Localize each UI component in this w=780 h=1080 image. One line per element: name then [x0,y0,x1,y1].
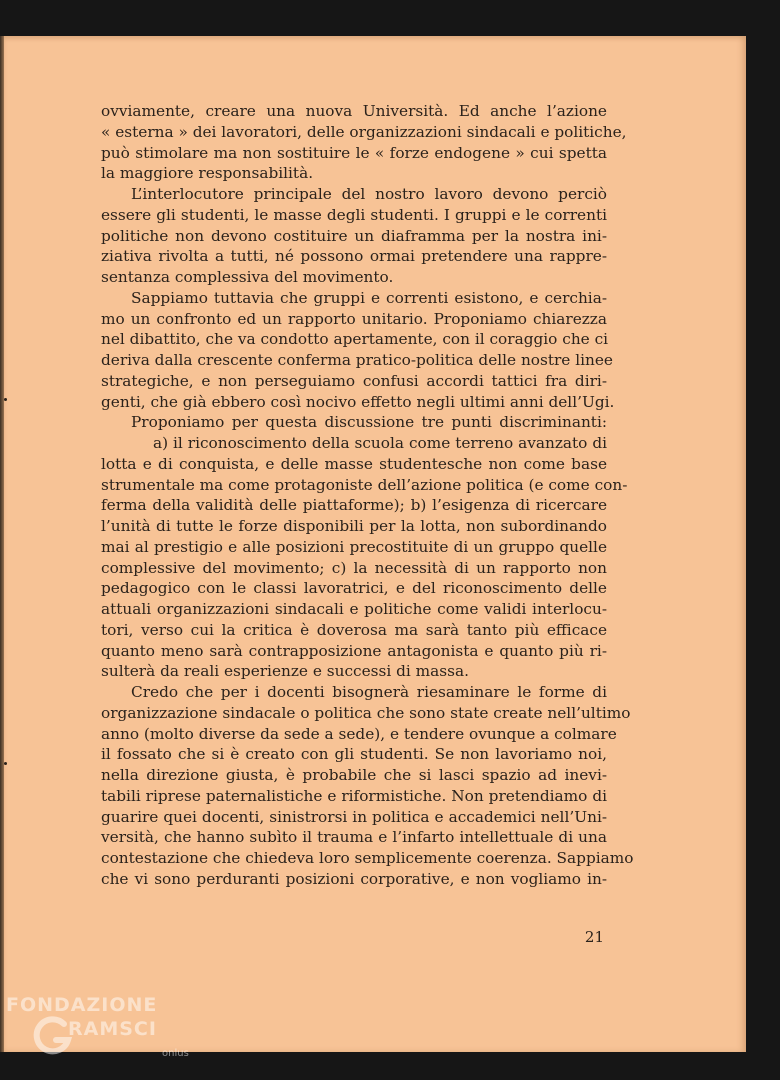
text-line: guarire quei docenti, sinistrorsi in politica e accademici nell’Uni- [101,807,607,826]
text-line: nella direzione giusta, è probabile che si lasci spazio ad inevi- [101,766,607,784]
text-line: lotta e di conquista, e delle masse studentesche non come base [101,454,607,473]
text-line: politiche non devono costituire un diaframma per la nostra ini- [101,226,607,245]
text-line: l’unità di tutte le forze disponibili per la lotta, non subordinando [101,517,607,535]
text-line: quanto meno sarà contrapposizione antagonista e quanto più ri- [101,641,607,660]
text-line: Sappiamo tuttavia che gruppi e correnti esistono, e cerchia- [131,288,607,307]
text-line: strategiche, e non perseguiamo confusi accordi tattici fra diri- [101,371,607,390]
watermark-line2: RAMSCI [68,1018,157,1040]
text-line: « esterna » dei lavoratori, delle organizzazioni sindacali e politiche, [101,122,627,141]
text-line: la maggiore responsabilità. [101,164,314,183]
text-line: ferma della validità delle piattaforme); b) l’esigenza di ricercare [101,496,607,515]
page-edge-mark [4,762,7,765]
text-line: deriva dalla crescente conferma pratico-politica delle nostre linee [101,351,613,369]
text-line: complessive del movimento; c) la necessità di un rapporto non [101,558,607,577]
text-line: strumentale ma come protagoniste dell’azione politica (e come con- [101,475,628,494]
text-line: nel dibattito, che va condotto apertamente, con il coraggio che ci [101,330,609,349]
text-line: essere gli studenti, le masse degli studenti. I gruppi e le correnti [101,205,607,224]
text-line: può stimolare ma non sostituire le « forze endogene » cui spetta [101,143,607,162]
watermark-logo [4,994,204,1074]
text-line: che vi sono perduranti posizioni corporative, e non vogliamo in- [101,869,607,888]
page-edge-mark [4,398,7,401]
text-line: mo un confronto ed un rapporto unitario. Proponiamo chiarezza [101,309,607,328]
body-text [101,101,634,890]
text-line: genti, che già ebbero così nocivo effetto negli ultimi anni dell’Ugi. [101,392,615,411]
text-line: tabili riprese paternalistiche e riformistiche. Non pretendiamo di [101,786,607,805]
text-line: tori, verso cui la critica è doverosa ma sarà tanto più efficace [101,620,607,639]
text-line: Credo che per i docenti bisognerà riesaminare le forme di [131,683,607,701]
text-line: anno (molto diverse da sede a sede), e tendere ovunque a colmare [101,724,617,743]
text-line: sentanza complessiva del movimento. [101,268,394,286]
text-line: il fossato che si è creato con gli studenti. Se non lavoriamo noi, [101,745,607,764]
watermark-onlus: onlus [162,1048,189,1059]
text-line: L’interlocutore principale del nostro lavoro devono perciò [131,185,607,203]
text-line: pedagogico con le classi lavoratrici, e del riconoscimento delle [101,579,607,598]
text-line: mai al prestigio e alle posizioni precostituite di un gruppo quelle [101,537,607,556]
text-line: Proponiamo per questa discussione tre punti discriminanti: [131,413,607,432]
text-line: versità, che hanno subìto il trauma e l’infarto intellettuale di una [101,828,607,847]
text-line: ziativa rivolta a tutti, né possono ormai pretendere una rappre- [101,247,607,266]
text-line: sulterà da reali esperienze e successi di massa. [101,662,469,681]
text-line: attuali organizzazioni sindacali e politiche come validi interlocu- [101,600,607,618]
page-number: 21 [584,928,604,946]
watermark-line1: FONDAZIONE [6,994,158,1016]
text-line: a) il riconoscimento della scuola come terreno avanzato di [153,434,607,452]
text-line: organizzazione sindacale o politica che sono state create nell’ultimo [101,703,631,722]
text-line: ovviamente, creare una nuova Università. Ed anche l’azione [101,102,607,120]
text-line: contestazione che chiedeva loro semplicemente coerenza. Sappiamo [101,849,634,867]
